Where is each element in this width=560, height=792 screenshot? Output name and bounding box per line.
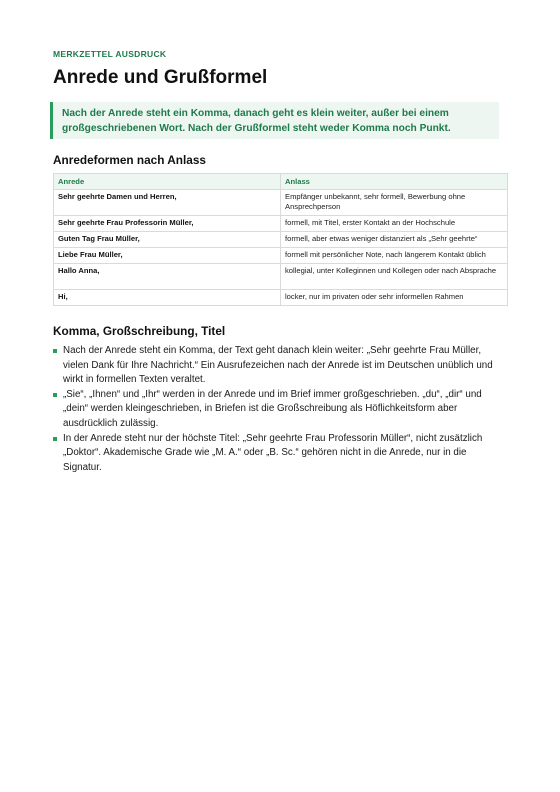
- document-eyebrow: MERKZETTEL AUSDRUCK: [53, 49, 167, 59]
- table-header-row: [54, 174, 508, 190]
- anlass-cell: formell mit persönlicher Note, nach längerem Kontakt üblich: [281, 248, 508, 264]
- anlass-cell: Empfänger unbekannt, sehr formell, Bewerbung ohne Ansprechperson: [281, 190, 508, 216]
- table-row: [54, 190, 508, 216]
- table-header-anlass: Anlass: [281, 174, 508, 190]
- list-item: [53, 388, 507, 432]
- bullet-marker: [53, 349, 57, 353]
- anrede-cell: Sehr geehrte Frau Professorin Müller,: [54, 216, 281, 232]
- list-item: [53, 432, 507, 476]
- table-row: [54, 264, 508, 290]
- section-heading-anredeformen: Anredeformen nach Anlass: [53, 153, 206, 167]
- bullet-marker: [53, 393, 57, 397]
- anrede-cell: Sehr geehrte Damen und Herren,: [54, 190, 281, 216]
- section-heading-komma: Komma, Großschreibung, Titel: [53, 324, 226, 338]
- list-item-text: Nach der Anrede steht ein Komma, der Text geht danach klein weiter: „Sehr geehrte Frau Müller, vielen Dank für Ihre Nachricht.“ Ein Ausrufezeichen nach der Anrede ist im Deutschen unüblich und wirkt in formellen Texten veraltet.: [63, 345, 493, 386]
- anlass-cell: formell, aber etwas weniger distanziert als „Sehr geehrte“: [281, 232, 508, 248]
- list-item-text: „Sie“, „Ihnen“ und „Ihr“ werden in der Anrede und im Brief immer großgeschrieben. „du“, „dir“ und „dein“ werden kleingeschrieben, in Briefen ist die Großschreibung als Höflichkeitsform aber ausdrücklich zulässig.: [63, 388, 482, 429]
- anlass-cell: formell, mit Titel, erster Kontakt an der Hochschule: [281, 216, 508, 232]
- anrede-table: [53, 173, 508, 306]
- table-row: [54, 232, 508, 248]
- rule-callout: Nach der Anrede steht ein Komma, danach geht es klein weiter, außer bei einem großgeschriebenen Wort. Nach der Grußformel steht weder Komma noch Punkt.: [50, 102, 499, 139]
- anrede-cell: Hallo Anna,: [54, 264, 281, 290]
- anlass-cell: locker, nur im privaten oder sehr informellen Rahmen: [281, 290, 508, 306]
- table-header-anrede: Anrede: [54, 174, 281, 190]
- table-row: [54, 248, 508, 264]
- page-title: Anrede und Grußformel: [53, 67, 268, 88]
- table-row: [54, 216, 508, 232]
- bullet-marker: [53, 437, 57, 441]
- rules-list: [53, 344, 507, 475]
- list-item-text: In der Anrede steht nur der höchste Titel: „Sehr geehrte Frau Professorin Müller“, nicht zusätzlich „Doktor“. Akademische Grade wie „M. A.“ oder „B. Sc.“ gehören nicht in die Anrede, nur in die Signatur.: [63, 432, 483, 473]
- anrede-cell: Hi,: [54, 290, 281, 306]
- anrede-cell: Guten Tag Frau Müller,: [54, 232, 281, 248]
- anlass-cell: kollegial, unter Kolleginnen und Kollegen oder nach Absprache: [281, 264, 508, 290]
- list-item: [53, 344, 507, 388]
- table-row: [54, 290, 508, 306]
- anrede-cell: Liebe Frau Müller,: [54, 248, 281, 264]
